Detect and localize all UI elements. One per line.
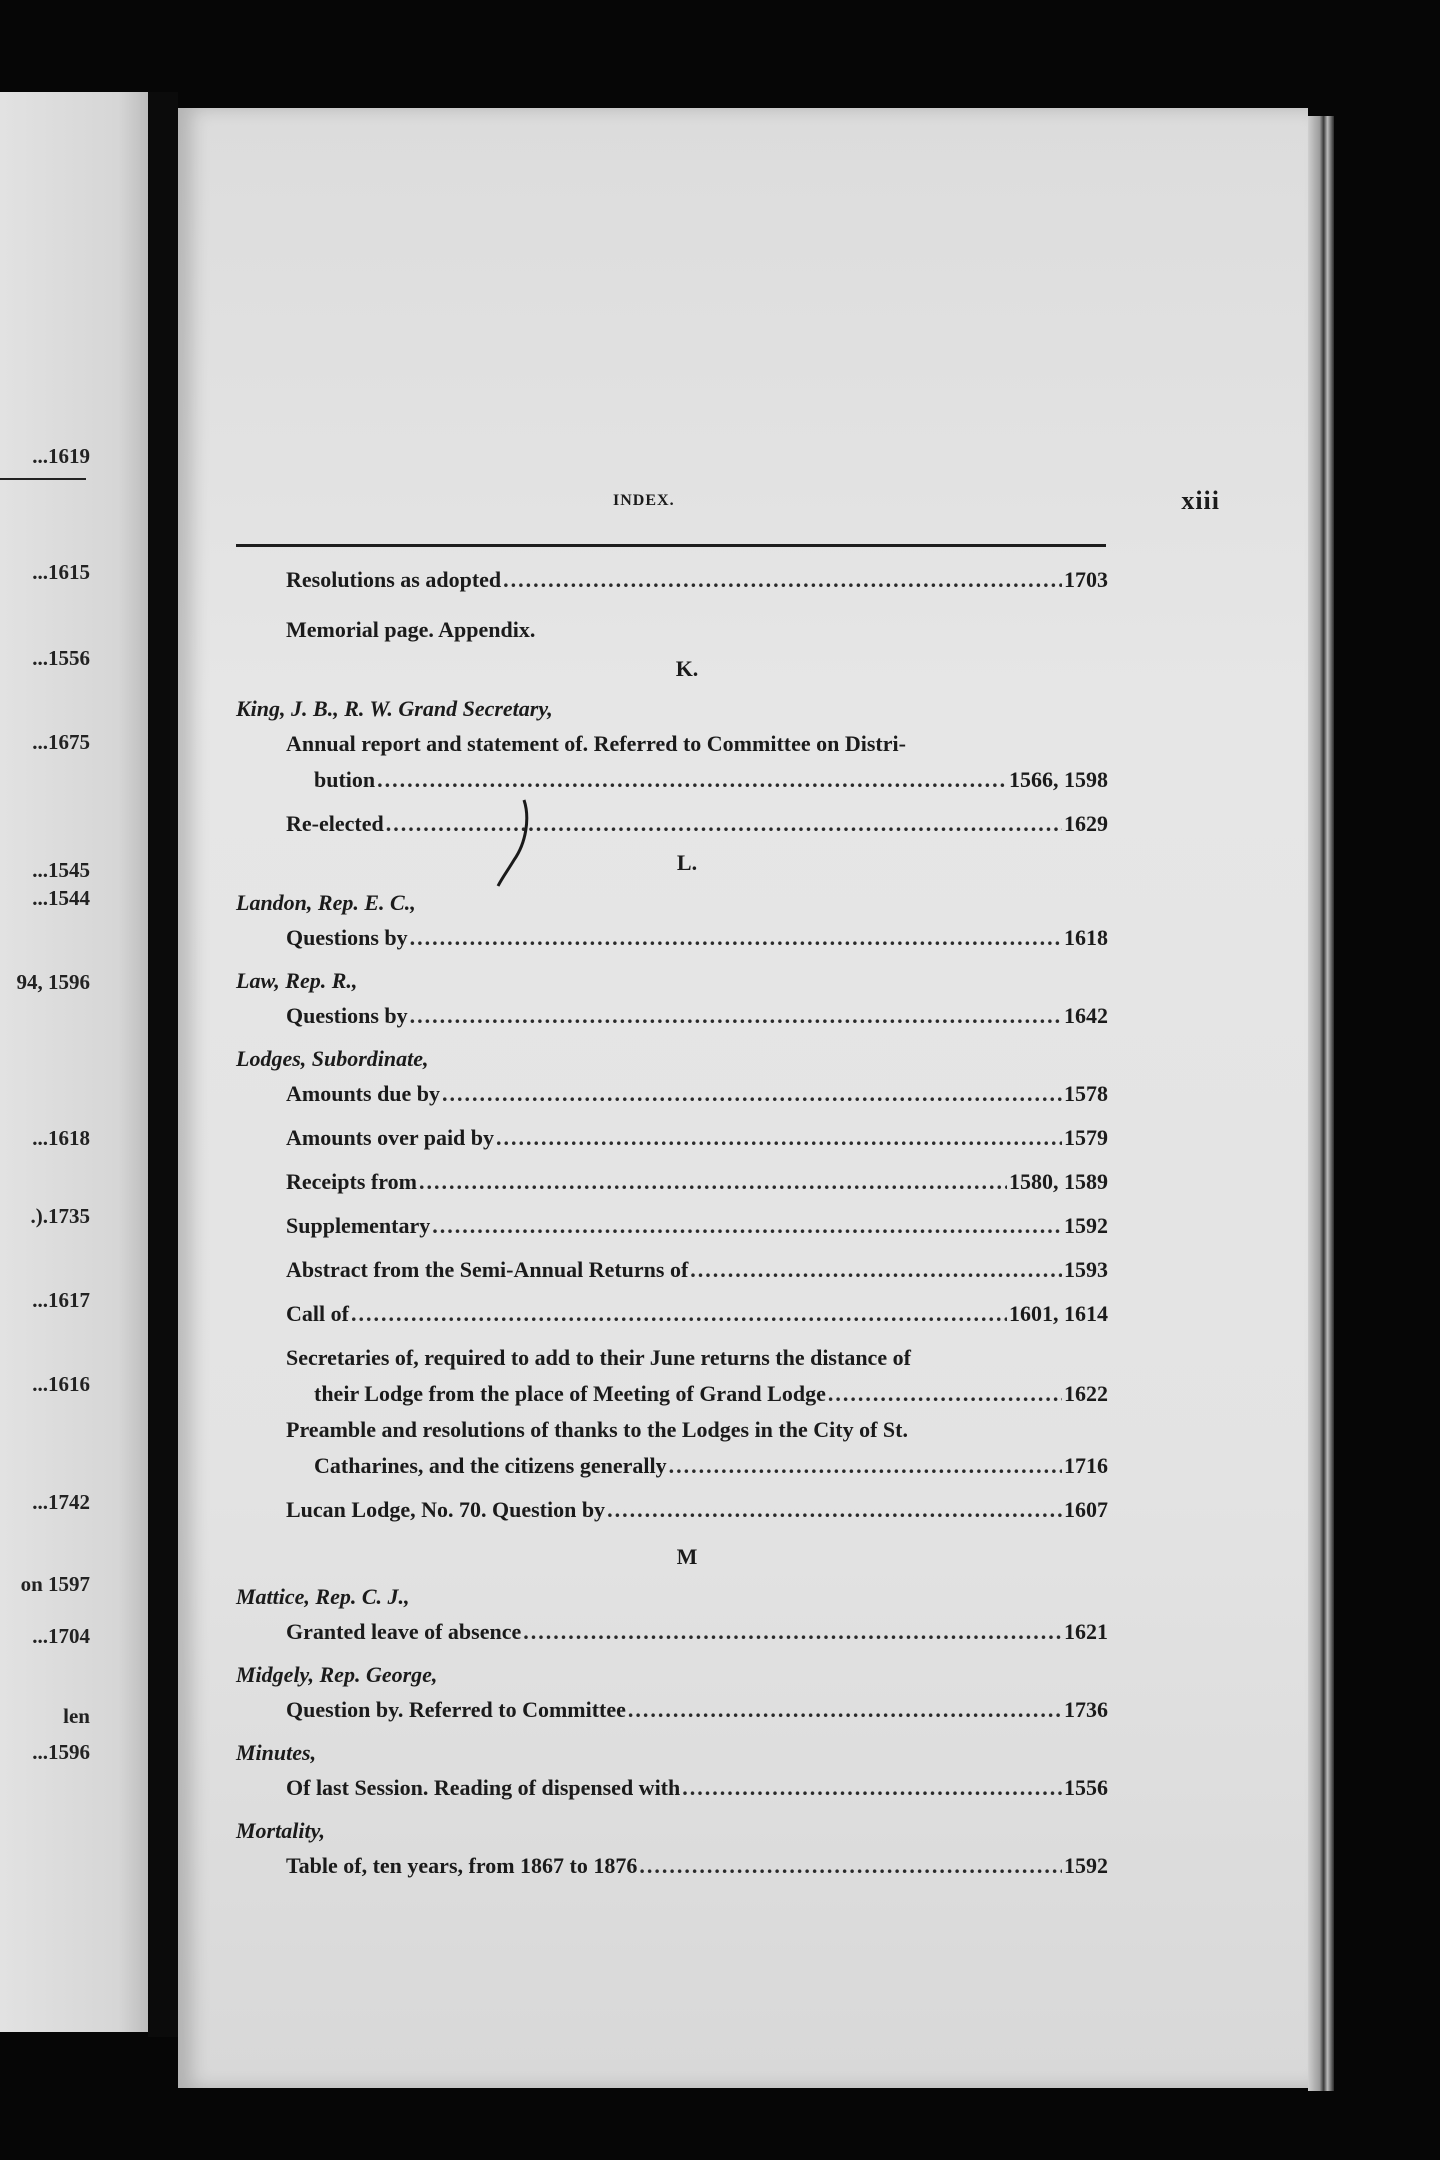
entry-heading: Law, Rep. R.,: [236, 968, 358, 993]
index-entry: Re-elected ..... 1629: [236, 806, 1108, 842]
index-entry: Abstract from the Semi-Annual Returns of ..... 1593: [236, 1252, 1108, 1288]
header-rule: [236, 544, 1106, 547]
index-entry: their Lodge from the place of Meeting of Grand Lodge ..... 1622: [236, 1376, 1108, 1412]
index-entry: Supplementary ..... 1592: [236, 1208, 1108, 1244]
section-letter-k: K.: [675, 656, 699, 681]
index-entry: Question by. Referred to Committee ..... 1736: [236, 1692, 1108, 1728]
book-gutter: [148, 92, 178, 2037]
index-list: [236, 562, 1108, 1884]
section-letter-l: L.: [676, 850, 698, 875]
index-entry: Call of ..... 1601, 1614: [236, 1296, 1108, 1332]
page-number: xiii: [1181, 486, 1220, 515]
left-page-fragment: ...1596: [32, 1740, 90, 1764]
index-page: [178, 108, 1308, 2088]
index-entry: Resolutions as adopted ..... 1703: [236, 562, 1108, 598]
index-entry: Catharines, and the citizens generally ..... 1716: [236, 1448, 1108, 1484]
pen-mark-icon: [496, 798, 536, 888]
entry-heading: Mortality,: [236, 1818, 326, 1843]
left-page-fragment: ...1615: [32, 560, 90, 584]
left-page-rule: [0, 478, 86, 480]
section-letter-m: M: [676, 1544, 698, 1569]
left-page-fragment: ...1675: [32, 730, 90, 754]
memorial-line: Memorial page. Appendix.: [286, 617, 536, 642]
index-entry: Lucan Lodge, No. 70. Question by ..... 1607: [236, 1492, 1108, 1528]
index-entry: Of last Session. Reading of dispensed with ..... 1556: [236, 1770, 1108, 1806]
left-page-fragment: len: [63, 1704, 90, 1728]
entry-heading: Lodges, Subordinate,: [236, 1046, 429, 1071]
left-page-fragment: ...1704: [32, 1624, 90, 1648]
index-entry: Amounts due by ..... 1578: [236, 1076, 1108, 1112]
left-page-fragment: ...1619: [32, 444, 90, 468]
index-entry: Questions by ..... 1618: [236, 920, 1108, 956]
entry-line: Preamble and resolutions of thanks to the Lodges in the City of St.: [286, 1417, 908, 1442]
entry-heading: Minutes,: [236, 1740, 317, 1765]
index-entry: Receipts from ..... 1580, 1589: [236, 1164, 1108, 1200]
left-page-fragment: .).1735: [30, 1204, 90, 1228]
page-edge: [1308, 116, 1334, 2091]
entry-heading: King, J. B., R. W. Grand Secretary,: [236, 696, 553, 721]
entry-line: Secretaries of, required to add to their June returns the distance of: [286, 1345, 911, 1370]
entry-line: Annual report and statement of. Referred to Committee on Distri-: [286, 731, 906, 756]
left-page-fragment: ...1544: [32, 886, 90, 910]
entry-heading: Landon, Rep. E. C.,: [236, 890, 416, 915]
index-entry: Amounts over paid by ..... 1579: [236, 1120, 1108, 1156]
index-entry: bution ..... 1566, 1598: [236, 762, 1108, 798]
entry-heading: Midgely, Rep. George,: [236, 1662, 438, 1687]
left-page-fragment: on 1597: [20, 1572, 90, 1596]
left-page-fragment: ...1742: [32, 1490, 90, 1514]
left-page-fragment: ...1545: [32, 858, 90, 882]
left-page-fragment: ...1556: [32, 646, 90, 670]
left-page-fragment: ...1617: [32, 1288, 90, 1312]
left-facing-page: [0, 92, 148, 2032]
running-header: [178, 488, 1308, 528]
left-page-fragment: 94, 1596: [16, 970, 90, 994]
index-entry: Table of, ten years, from 1867 to 1876 ..... 1592: [236, 1848, 1108, 1884]
index-entry: Questions by ..... 1642: [236, 998, 1108, 1034]
index-entry: Granted leave of absence ..... 1621: [236, 1614, 1108, 1650]
entry-heading: Mattice, Rep. C. J.,: [236, 1584, 410, 1609]
left-page-fragment: ...1618: [32, 1126, 90, 1150]
left-page-fragment: ...1616: [32, 1372, 90, 1396]
page-title: INDEX.: [613, 492, 675, 509]
